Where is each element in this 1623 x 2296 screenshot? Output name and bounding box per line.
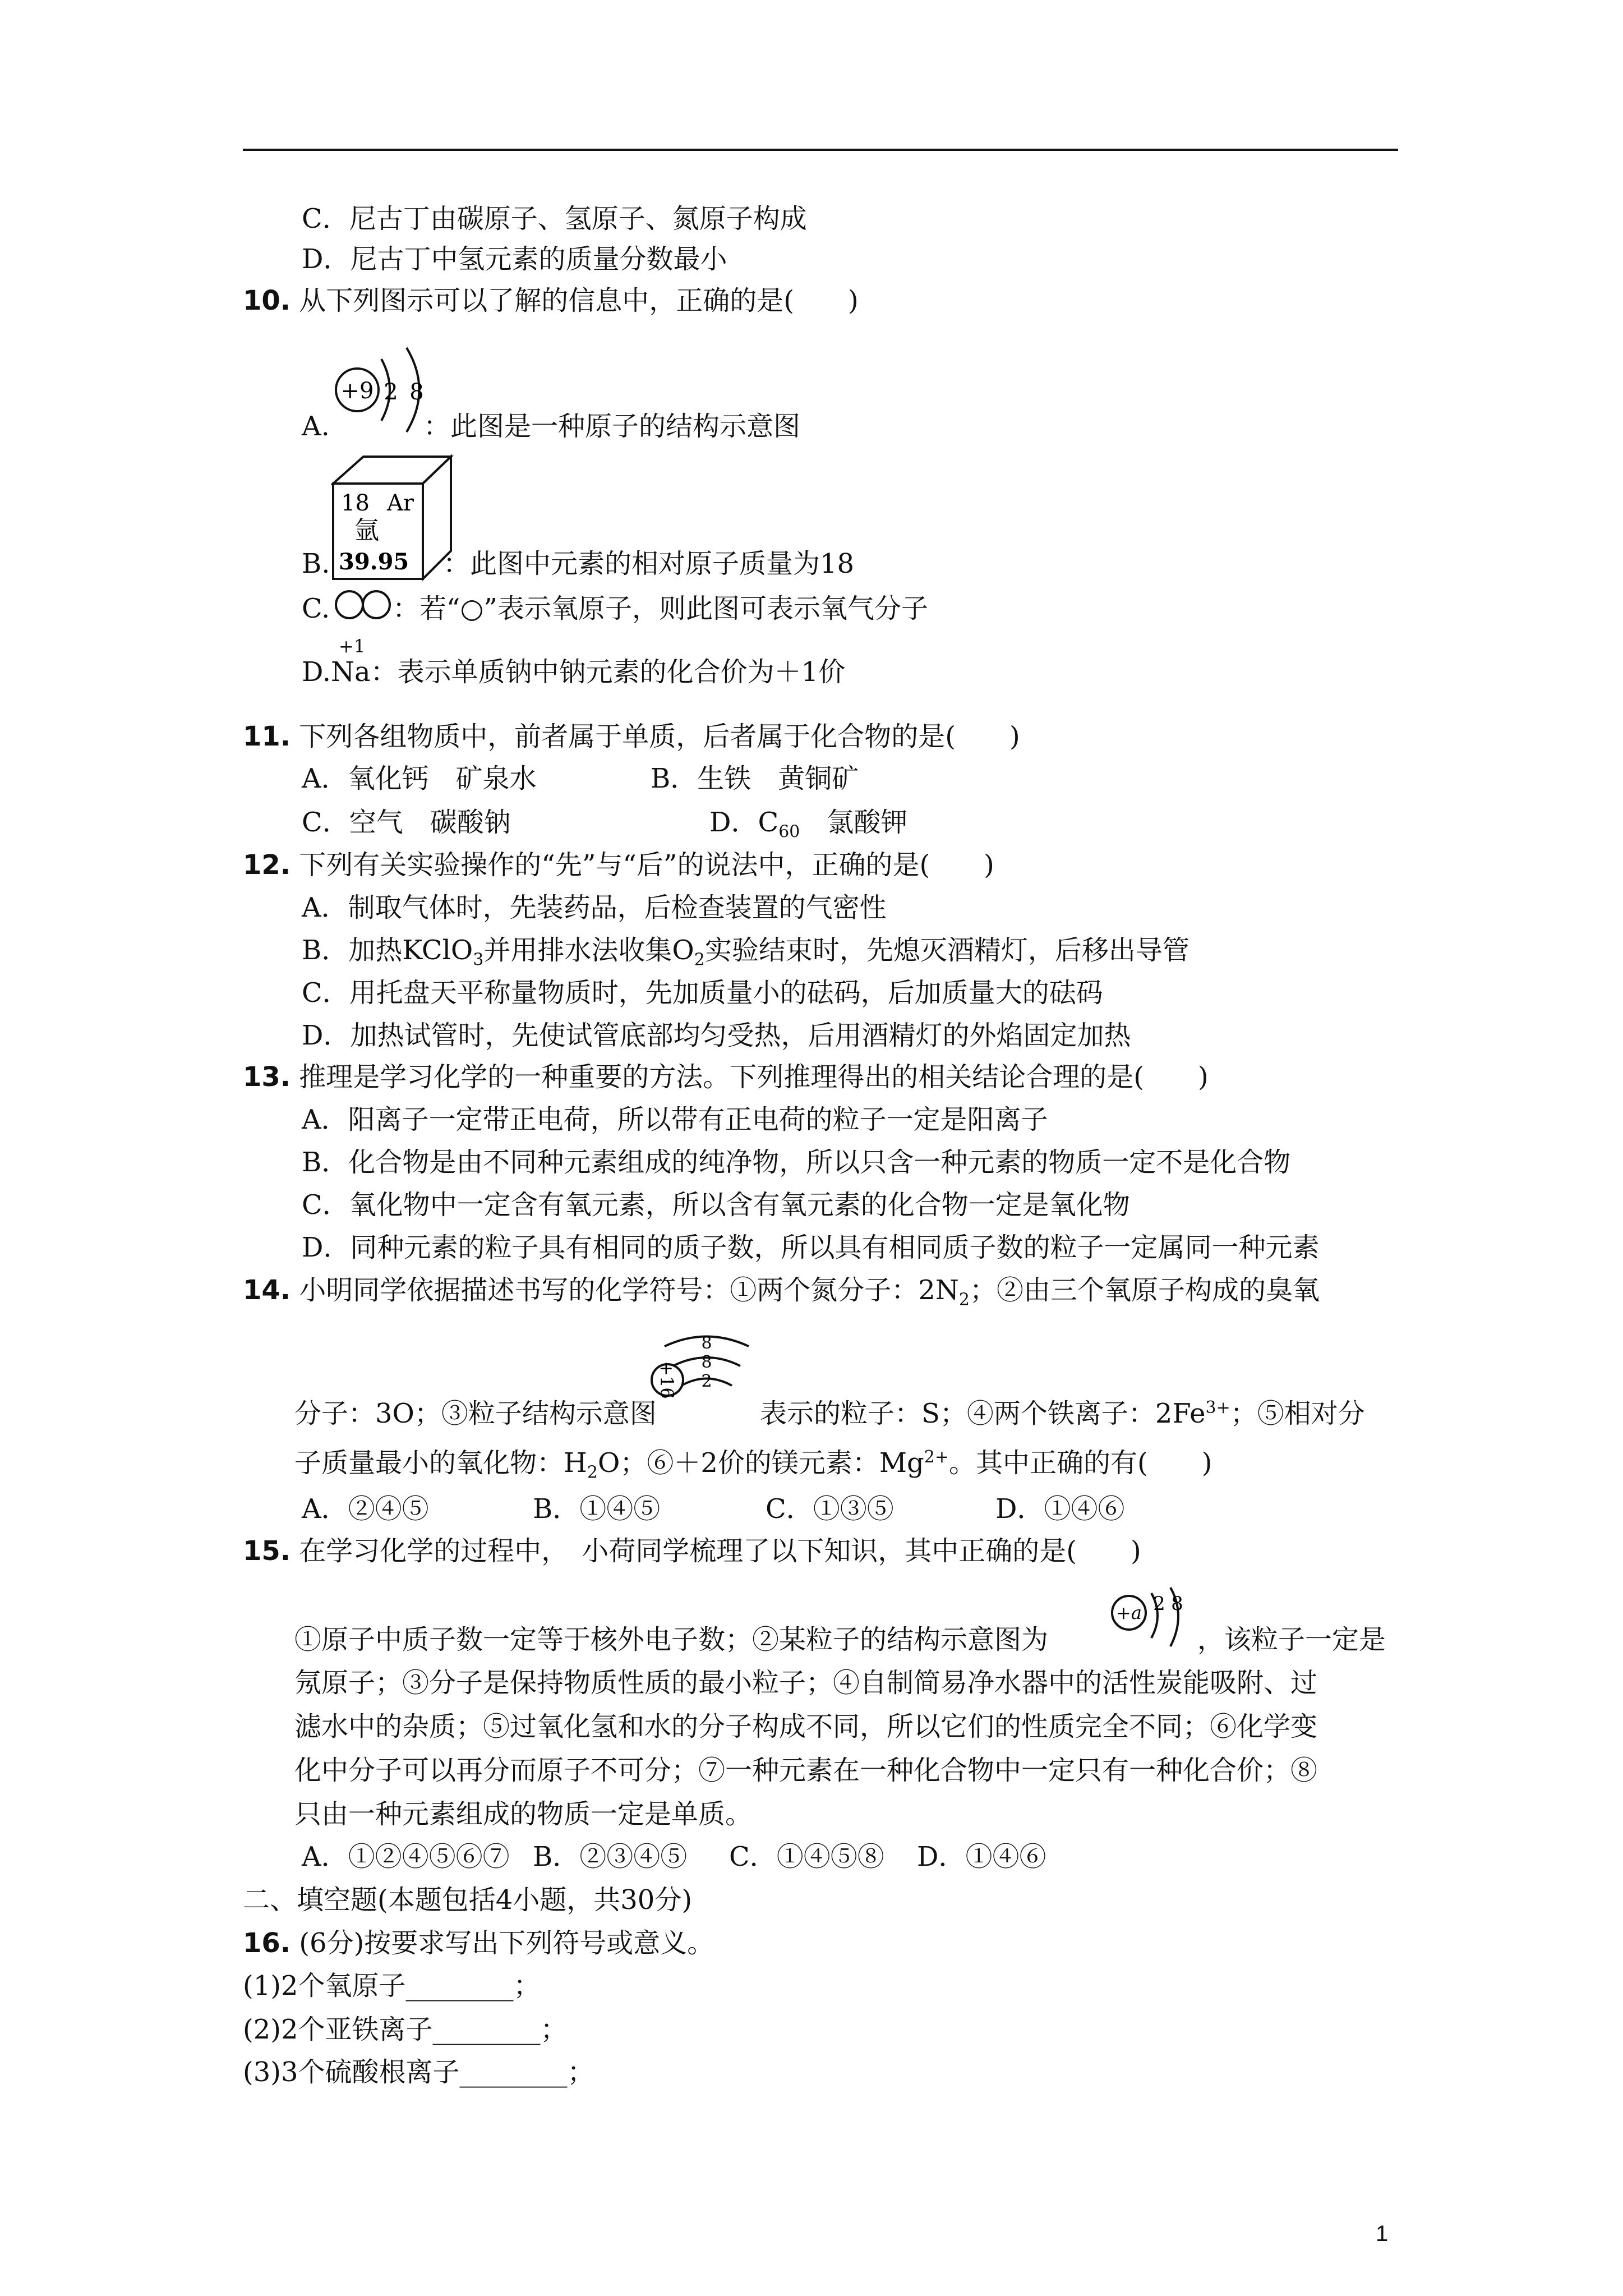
q9-option-c: C．尼古丁由碳原子、氢原子、氮原子构成: [302, 203, 807, 234]
shell-3-electrons: 8: [701, 1333, 712, 1353]
q11-stem: [243, 720, 1020, 753]
subscript: 3: [473, 950, 484, 970]
question-text: 表示的粒子：S；④两个铁离子：2Fe: [760, 1398, 1206, 1429]
header-rule: [243, 149, 1398, 151]
q11-option-b: B．生铁 黄铜矿: [651, 763, 859, 794]
option-text: 实验结束时，先熄灭酒精灯，后移出导管: [704, 935, 1189, 966]
q13-option-c: C．氧化物中一定含有氧元素，所以含有氧元素的化合物一定是氧化物: [302, 1189, 1130, 1221]
question-text: 推理是学习化学的一种重要的方法。下列推理得出的相关结论合理的是( ): [299, 1061, 1209, 1093]
valence-superscript: +1: [339, 636, 366, 657]
q13-option-b: B．化合物是由不同种元素组成的纯净物，所以只含一种元素的物质一定不是化合物: [302, 1147, 1291, 1178]
q10-option-d: D.Na：表示单质钠中钠元素的化合价为＋1价: [302, 656, 846, 688]
q10-option-c-label: C.: [302, 593, 330, 624]
q14-option-b: B．①④⑤: [533, 1493, 661, 1525]
question-number: 10.: [243, 285, 291, 316]
q11-option-d: [709, 806, 908, 842]
q16-item-1: (1)2个氧原子________；: [243, 1970, 541, 2001]
q10-option-b-label: B.: [302, 548, 330, 579]
subscript: 60: [778, 822, 800, 842]
q12-option-a: A．制取气体时，先装药品，后检查装置的气密性: [302, 892, 887, 923]
shell-2-electrons: 8: [1171, 1593, 1183, 1615]
shell-1-electrons: 2: [701, 1372, 712, 1391]
page-number: 1: [1376, 2221, 1389, 2246]
q10-option-b-text: ：此图中元素的相对原子质量为18: [443, 548, 855, 579]
section-heading: 二、填空题(本题包括4小题，共30分): [243, 1884, 693, 1916]
particle-structure-diagram: [1108, 1582, 1197, 1655]
question-text: ；⑤相对分: [1230, 1398, 1365, 1429]
q15-line-1a: ①原子中质子数一定等于核外电子数；②某粒子的结构示意图为: [294, 1624, 1049, 1655]
shell-1-electrons: 2: [1153, 1593, 1165, 1615]
question-text: 。其中正确的有( ): [948, 1447, 1212, 1479]
q16-item-2: (2)2个亚铁离子________；: [243, 2014, 568, 2045]
option-text: 并用排水法收集O: [483, 935, 694, 966]
q15-line-3: 滤水中的杂质；⑤过氧化氢和水的分子构成不同，所以它们的性质完全不同；⑥化学变: [294, 1711, 1318, 1742]
shell-2-electrons: 8: [409, 379, 424, 405]
argon-periodic-table-cell: [331, 454, 454, 581]
question-number: 13.: [243, 1061, 291, 1093]
sulfur-atom-structure-diagram: [651, 1324, 763, 1436]
question-number: 12.: [243, 849, 291, 881]
option-text: B．加热KClO: [302, 935, 473, 966]
q11-option-a: A．氧化钙 矿泉水: [302, 763, 537, 794]
q14-stem-line-2b: [760, 1397, 1365, 1430]
superscript: 3+: [1205, 1398, 1230, 1418]
superscript: 2+: [924, 1447, 949, 1467]
option-text: D．C: [709, 807, 779, 838]
q14-option-c: C．①③⑤: [766, 1493, 894, 1525]
q12-option-c: C．用托盘天平称量物质时，先加质量小的砝码，后加质量大的砝码: [302, 977, 1103, 1009]
nucleus-charge: +16: [656, 1361, 677, 1399]
question-text: 从下列图示可以了解的信息中，正确的是( ): [299, 285, 859, 316]
shell-1-electrons: 2: [384, 379, 398, 405]
question-text: ；②由三个氧原子构成的臭氧: [969, 1274, 1320, 1306]
q10-option-a-text: ：此图是一种原子的结构示意图: [423, 411, 801, 442]
atomic-number: 18: [341, 490, 370, 516]
q15-line-5: 只由一种元素组成的物质一定是单质。: [294, 1798, 753, 1830]
subscript: 2: [587, 1462, 598, 1483]
q15-line-1b: ，该粒子一定是: [1197, 1624, 1386, 1655]
q15-option-c: C．①④⑤⑧: [729, 1841, 884, 1872]
q10-option-c-text: ：若“○”表示氧原子，则此图可表示氧气分子: [393, 593, 928, 624]
question-text: O；⑥＋2价的镁元素：Mg: [597, 1447, 924, 1479]
question-text: 小明同学依据描述书写的化学符号：①两个氮分子：2N: [299, 1274, 959, 1306]
question-text: 下列各组物质中，前者属于单质，后者属于化合物的是( ): [299, 721, 1020, 752]
question-text: 在学习化学的过程中， 小荷同学梳理了以下知识，其中正确的是( ): [299, 1535, 1141, 1567]
q14-stem-line-1: [243, 1273, 1320, 1310]
q9-option-d: D．尼古丁中氢元素的质量分数最小: [302, 243, 727, 275]
subscript: 2: [694, 950, 705, 970]
oxygen-molecule-diagram: [334, 589, 395, 623]
question-number: 16.: [243, 1927, 291, 1959]
q10-stem: [243, 284, 859, 318]
q15-line-4: 化中分子可以再分而原子不可分；⑦一种元素在一种化合物中一定只有一种化合价；⑧: [294, 1755, 1318, 1786]
q14-stem-line-2a: 分子：3O；③粒子结构示意图: [294, 1398, 657, 1429]
q14-stem-line-3: [294, 1446, 1212, 1483]
shell-2-electrons: 8: [701, 1352, 712, 1372]
q15-option-d: D．①④⑥: [917, 1841, 1046, 1872]
element-symbol: Ar: [387, 490, 414, 516]
q15-stem: [243, 1534, 1141, 1568]
q14-option-a: A．②④⑤: [302, 1493, 429, 1525]
question-number: 11.: [243, 721, 291, 752]
q13-stem: [243, 1060, 1209, 1094]
atomic-mass: 39.95: [339, 549, 409, 575]
q15-option-a: A．①②④⑤⑥⑦: [302, 1841, 510, 1872]
subscript: 2: [958, 1290, 970, 1310]
q16-stem: [243, 1926, 714, 1960]
question-text: 子质量最小的氧化物：H: [294, 1447, 587, 1479]
option-text: 氯酸钾: [800, 807, 908, 838]
q14-option-d: D．①④⑥: [995, 1493, 1125, 1525]
nucleus-charge: +9: [340, 378, 374, 404]
q13-option-d: D．同种元素的粒子具有相同的质子数，所以具有相同质子数的粒子一定属同一种元素: [302, 1232, 1320, 1263]
q15-line-2: 氖原子；③分子是保持物质性质的最小粒子；④自制简易净水器中的活性炭能吸附、过: [294, 1667, 1318, 1699]
q11-option-c: C．空气 碳酸钠: [302, 807, 511, 838]
q15-option-b: B．②③④⑤: [533, 1841, 688, 1872]
element-name: 氩: [354, 516, 379, 545]
question-number: 14.: [243, 1274, 291, 1306]
q16-item-3: (3)3个硫酸根离子________；: [243, 2056, 594, 2088]
q13-option-a: A．阳离子一定带正电荷，所以带有正电荷的粒子一定是阳离子: [302, 1104, 1048, 1135]
q10-option-a-label: A.: [302, 411, 330, 442]
question-text: (6分)按要求写出下列符号或意义。: [299, 1927, 714, 1959]
nucleus-charge: +a: [1116, 1602, 1142, 1623]
q12-option-b: [302, 933, 1189, 970]
question-number: 15.: [243, 1535, 291, 1567]
q12-option-d: D．加热试管时，先使试管底部均匀受热，后用酒精灯的外焰固定加热: [302, 1020, 1131, 1051]
question-text: 下列有关实验操作的“先”与“后”的说法中，正确的是( ): [299, 849, 994, 881]
q12-stem: [243, 848, 994, 882]
